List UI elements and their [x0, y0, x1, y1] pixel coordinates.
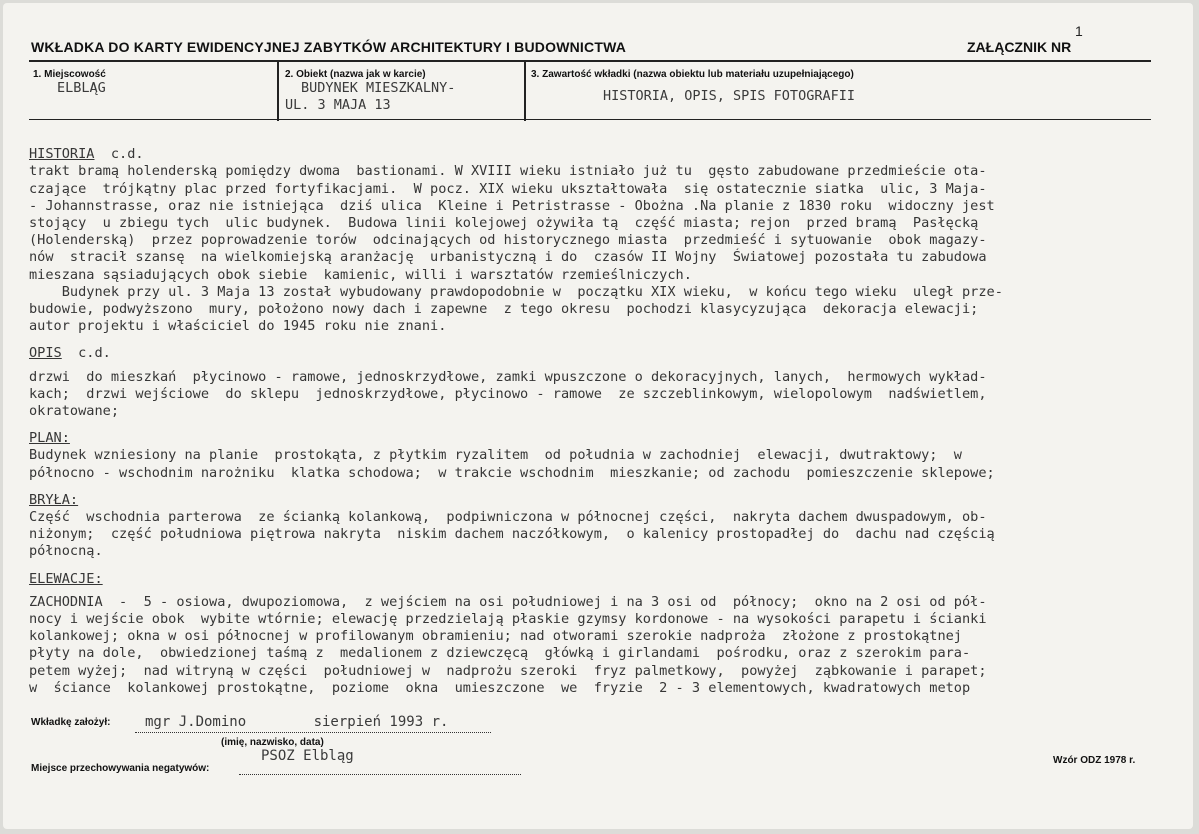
attachment-label: ZAŁĄCZNIK NR — [967, 39, 1072, 55]
document-body — [29, 129, 1189, 714]
field-value-zawartosc: HISTORIA, OPIS, SPIS FOTOGRAFII — [603, 88, 855, 104]
form-version: Wzór ODZ 1978 r. — [1053, 755, 1136, 766]
author-label: Wkładkę założył: — [31, 717, 111, 728]
section-bryla — [29, 492, 995, 560]
author-hint: (imię, nazwisko, data) — [221, 737, 324, 748]
text-line: północno - wschodnim narożniku klatka schodowa; w trakcie wschodnim mieszkanie; od zachodu pomieszczenie sklepowe; — [29, 464, 995, 481]
section-heading-bryla: BRYŁA: — [29, 491, 79, 508]
attachment-number: 1 — [1075, 23, 1083, 39]
field-label-obiekt: 2. Obiekt (nazwa jak w karcie) — [285, 69, 426, 80]
text-line: drzwi do mieszkań płycinowo - ramowe, jednoskrzydłowe, zamki wpuszczone o dekoracyjnych, lanych, hermowych wykład- — [29, 368, 987, 385]
section-heading-suffix-opis: c.d. — [61, 345, 111, 362]
section-elewacje — [29, 571, 1189, 696]
storage-value: PSOZ Elbląg — [261, 748, 354, 764]
text-line: mieszana sąsiadujących obok siebie kamienic, willi i warsztatów rzemieślniczych. — [29, 266, 692, 283]
text-line: Budynek przy ul. 3 Maja 13 został wybudowany prawdopodobnie w początku XIX wieku, w końcu tego wieku uległ prze- — [29, 283, 1003, 300]
text-line: stojący u zbiegu tych ulic budynek. Budowa linii kolejowej ożywiła tą część miasta; rejon przed bramą Pasłęcką — [29, 215, 979, 232]
text-line: budowie, podwyższono mury, położono nowy dach i zapewne z tego okresu pochodzi klasycyzująca dekoracja elewacji; — [29, 301, 979, 318]
text-line: petem wyżej; nad witryną w części południowej w nadprożu szeroki fryz palmetkowy, powyżej ząbkowanie i parapet; — [29, 662, 987, 679]
section-heading-suffix-historia: c.d. — [94, 146, 144, 163]
field-divider-2 — [524, 62, 526, 121]
author-dotted-line — [135, 732, 491, 733]
section-heading-opis: OPIS — [29, 345, 62, 362]
text-line: kach; drzwi wejściowe do sklepu jednoskrzydłowe, płycinowo - ramowe ze szczeblinkowym, wielopolowym nadświetlem, — [29, 385, 987, 402]
text-line: w ściance kolankowej prostokątne, poziome okna umieszczone we fryzie 2 - 3 elementowych, kwadratowych metop — [29, 679, 971, 696]
field-value-obiekt-line2: UL. 3 MAJA 13 — [285, 97, 391, 113]
record-card-insert — [3, 3, 1193, 829]
text-line: okratowane; — [29, 403, 120, 420]
text-line: (Holenderską) przez poprowadzenie torów odcinających od historycznego miasta przedmieść i sytuowanie obok magazy- — [29, 232, 987, 249]
storage-label: Miejsce przechowywania negatywów: — [31, 763, 210, 774]
text-line: płyty na dole, obwiedzionej taśmą z medalionem z dziewczęcą główką i girlandami pośrodku, oraz z szerokim para- — [29, 645, 971, 662]
section-heading-plan: PLAN: — [29, 430, 70, 447]
text-line: kolankowej; okna w osi północnej w profilowanym obramieniu; nad otworami szerokie nadproża złożone z prostokątnej — [29, 628, 962, 645]
text-line: nocy i wejście obok wybite wtórnie; elewację przedzielają płaskie gzymsy kordonowe - na wysokości parapetu i ścianki — [29, 611, 987, 628]
section-plan — [29, 430, 995, 480]
text-line: - Johannstrasse, oraz nie istniejąca dziś ulica Kleine i Petristrasse - Obożna .Na planie z 1830 roku widoczny jest — [29, 197, 995, 214]
text-line: czające trójkątny plac przed fortyfikacjami. W pocz. XIX wieku ukształtowała się ostatecznie siatka ulic, 3 Maja- — [29, 180, 987, 197]
text-line: północną. — [29, 543, 103, 560]
field-value-obiekt-line1: BUDYNEK MIESZKALNY- — [301, 80, 456, 96]
text-line: Budynek wzniesiony na planie prostokąta, z płytkim ryzalitem od południa w zachodniej elewacji, dwutraktowy; w — [29, 447, 962, 464]
section-heading-elewacje: ELEWACJE: — [29, 570, 103, 587]
text-line: Część wschodnia parterowa ze ścianką kolankową, podpiwniczona w północnej części, nakryta dachem dwuspadowym, ob- — [29, 509, 987, 526]
field-divider-1 — [277, 62, 279, 121]
field-label-zawartosc: 3. Zawartość wkładki (nazwa obiektu lub materiału uzupełniającego) — [531, 69, 854, 80]
fields-bottom-rule — [29, 119, 1151, 120]
section-opis — [29, 345, 1189, 419]
author-value: mgr J.Domino sierpień 1993 r. — [145, 714, 449, 730]
text-line: niżonym; część południowa piętrowa nakryta niskim dachem naczółkowym, o kalenicy prostopadłej do dachu nad częścią — [29, 526, 995, 543]
field-label-miejscowosc: 1. Miejscowość — [33, 69, 106, 80]
section-heading-historia: HISTORIA — [29, 146, 95, 163]
storage-dotted-line — [239, 774, 521, 775]
field-value-miejscowosc: ELBLĄG — [57, 80, 106, 96]
text-line: trakt bramą holenderską pomiędzy dwoma bastionami. W XVIII wieku istniało już tu gęsto zabudowane przedmieście ota- — [29, 163, 987, 180]
header-rule — [29, 60, 1151, 62]
form-title: WKŁADKA DO KARTY EWIDENCYJNEJ ZABYTKÓW ARCHITEKTURY I BUDOWNICTWA — [31, 39, 627, 55]
text-line: nów stracił szansę na wielkomiejską aranżację urbanistyczną i do czasów II Wojny Światowej pozostała tu zabudowa — [29, 249, 987, 266]
text-line: ZACHODNIA - 5 - osiowa, dwupoziomowa, z wejściem na osi południowej i na 3 osi od północy; okno na 2 osi od pół- — [29, 593, 987, 610]
text-line: autor projektu i właściciel do 1945 roku nie znani. — [29, 318, 447, 335]
section-historia — [29, 146, 1003, 334]
